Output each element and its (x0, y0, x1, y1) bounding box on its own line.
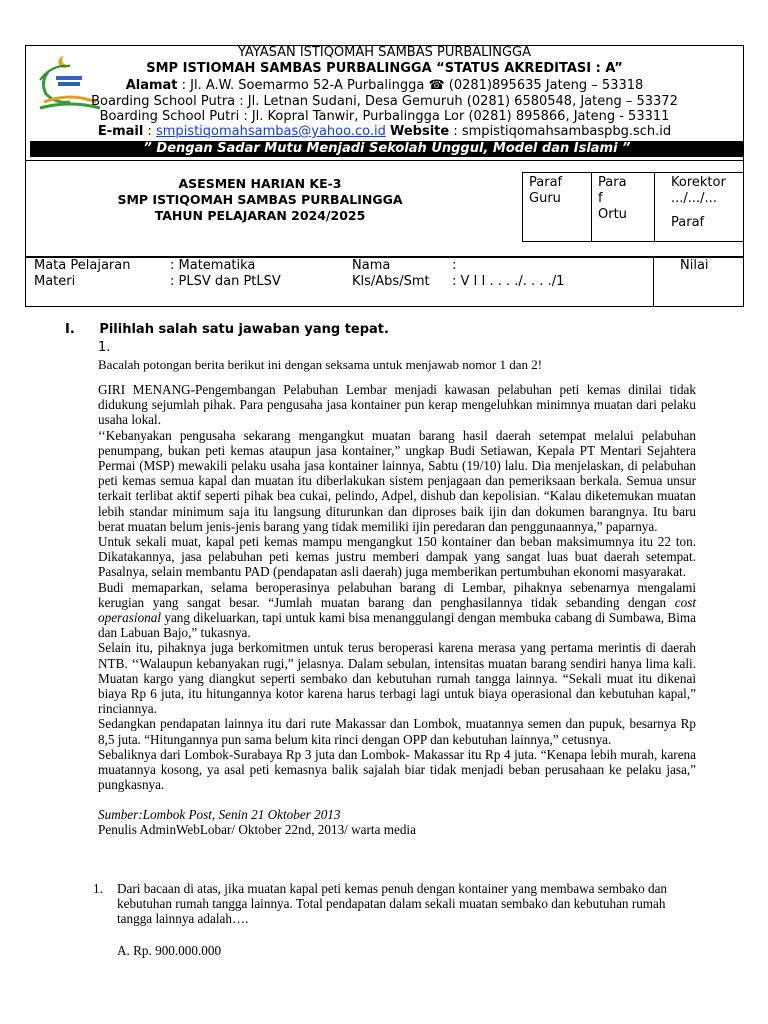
foundation-name: YAYASAN ISTIQOMAH SAMBAS PURBALINGGA (237, 45, 532, 60)
article-paragraph: Sebaliknya dari Lombok-Surabaya Rp 3 juta dan Lombok- Makassar itu Rp 4 juta. “Kenapa lebih murah, karena muatannya kosong, ya asal peti kemasnya balik sajalah biar tidak menjadi beban perusahaan ke pelaku jasa,” pungkasnya. (98, 746, 696, 793)
question-text: Dari bacaan di atas, jika muatan kapal peti kemas penuh dengan kontainer yang membawa sembako dan kebutuhan rumah tangga lainnya. Total pendapatan dalam sekali muatan sembako dan kebutuhan rumah tangga lainnya adalah…. (117, 881, 668, 927)
address-label: Alamat (125, 78, 178, 93)
school-motto: ” Dengan Sadar Mutu Menjadi Sekolah Unggul, Model dan Islami ” (30, 141, 744, 157)
website-text: smpistiqomahsambaspbg.sch.id (461, 124, 672, 139)
paraf-ortu-label2: f (598, 191, 603, 206)
website-label: Website (389, 124, 450, 139)
materi-value: : PLSV dan PtLSV (170, 274, 281, 289)
korektor-paraf-label: Paraf (671, 215, 705, 230)
guru-label: Guru (529, 191, 561, 206)
nilai-label: Nilai (680, 258, 709, 273)
option-a[interactable]: A. Rp. 900.000.000 (117, 943, 222, 958)
school-status: SMP ISTIOMAH SAMBAS PURBALINGGA “STATUS AKREDITASI : A” (146, 61, 623, 76)
paraf-guru-cell[interactable] (523, 173, 592, 242)
section-heading (65, 322, 389, 338)
exam-title-line3: TAHUN PELAJARAN 2024/2025 (154, 208, 366, 223)
email-link[interactable]: smpistiqomahsambas@yahoo.co.id (156, 124, 386, 139)
article-paragraph: Sedangkan pendapatan lainnya itu dari rute Makassar dan Lombok, muatannya semen dan pupuk, besarnya Rp 8,5 juta. “Hitungannya pun sama belum kita rinci dengan OPP dan kebutuhan lainnya,” cetusnya. (98, 716, 696, 747)
materi-label: Materi (34, 274, 76, 289)
paraf-guru-label: Paraf (529, 175, 563, 190)
boarding-putri-line: Boarding School Putri : Jl. Kopral Tanwir, Purbalingga Lor (0281) 895866, Jateng - 53311 (99, 109, 670, 124)
exam-title (60, 176, 460, 224)
mapel-label: Mata Pelajaran (34, 258, 131, 273)
source-line: Sumber:Lombok Post, Senin 21 Oktober 2013 (98, 807, 341, 822)
intro-number: 1. (98, 340, 111, 355)
question-number: 1. (93, 881, 103, 896)
article-source (98, 807, 416, 837)
exam-title-line1: ASESMEN HARIAN KE-3 (178, 176, 342, 191)
article-text: Budi memaparkan, selama beroperasinya pelabuhan barang di Lembar, pihaknya sebenarnya mengalami kerugian yang sangat besar. “Jumlah muatan barang dan penghasilannya tidak sebanding dengan (98, 579, 696, 610)
article-paragraph: Untuk sekali muat, kapal peti kemas mampu mengangkut 150 kontainer dan beban maksimumnya itu 22 ton. Dikatakannya, jasa pelabuhan peti kemas justru memberi dampak yang sangat luas buat daerah setempat. Pasalnya, selain membantu PAD (pendapatan asli daerah) juga memberikan pertumbuhan ekonomi masyarakat. (98, 534, 696, 580)
address-line (25, 78, 744, 94)
ortu-label: Ortu (598, 207, 627, 222)
korektor-date: .../.../... (671, 191, 717, 206)
exam-title-line2: SMP ISTIQOMAH SAMBAS PURBALINGGA (117, 192, 403, 207)
article-paragraph (98, 580, 696, 641)
address-text: : Jl. A.W. Soemarmo 52-A Purbalingga ☎ (0281)895635 Jateng – 53318 (177, 78, 644, 93)
article-paragraph: GIRI MENANG-Pengembangan Pelabuhan Lembar menjadi kawasan pelabuhan peti kemas dinilai tidak didukung sejumlah pihak. Para pengusaha jasa kontainer pun kerap mengeluhkan minimnya muatan dari pelaku usaha lokal. (98, 382, 696, 428)
paraf-ortu-label1: Para (598, 175, 627, 190)
paraf-ortu-cell[interactable] (592, 173, 655, 242)
korektor-label: Korektor (671, 175, 726, 190)
boarding-putra-line: Boarding School Putra : Jl. Letnan Sudani, Desa Gemuruh (0281) 6580548, Jateng – 53372 (91, 94, 678, 109)
section-number: I. (65, 322, 75, 337)
divider (25, 160, 744, 161)
kls-label: Kls/Abs/Smt (352, 274, 430, 289)
section-title: Pilihlah salah satu jawaban yang tepat. (99, 322, 389, 337)
instruction-text: Bacalah potongan berita berikut ini dengan seksama untuk menjawab nomor 1 dan 2! (98, 357, 543, 372)
question-1 (93, 881, 697, 927)
article-text: yang dikeluarkan, tapi untuk kami bisa menanggulangi dengan membuka cabang di Sumbawa, Bima dan Labuan Bajo,” tukasnya. (98, 610, 696, 641)
mapel-value: : Matematika (170, 258, 256, 273)
nama-field[interactable]: : (452, 258, 457, 273)
contact-line: E-mail : smpistiqomahsambas@yahoo.co.id Website : smpistiqomahsambaspbg.sch.id (97, 124, 672, 139)
article-paragraph: Selain itu, pihaknya juga berkomitmen untuk terus beroperasi karena merasa yang pertama merintis di daerah NTB. ‘‘Walaupun kebanyakan rugi,” jelasnya. Dalam sebulan, intensitas muatan barang sendiri hanya lima kali. Muatan kargo yang diangkut seperti sembako dan kebutuhan rumah tangga lainnya. “Sekali muat itu dikenai biaya Rp 6 juta, itu hitungannya kotor karena harus terbagi lagi untuk biaya operasional dan kebutuhan kapal,” rinciannya. (98, 640, 696, 717)
article-italic-term: cost operasional (98, 594, 696, 626)
nama-label: Nama (352, 258, 391, 273)
article-paragraph: ‘‘Kebanyakan pengusaha sekarang mengangkut muatan barang hasil daerah setempat melalui pelabuhan penumpang, bukan peti kemas ataupun jasa kontainer,” ungkap Budi Setiawan, Kepala PT Mentari Sejahtera Permai (MSP) mewakili pelaku usaha jasa kontainer lainnya, Sabtu (19/10) lalu. Dia menjelaskan, di pelabuhan peti kemas semua kapal dan muatan itu diberlakukan sistem penjagaan dan pemeriksaan berkala. Semua unsur terkait terlibat aktif seperti pihak bea cukai, pelindo, Adpel, dishub dan kepolisian. “Kalau diketemukan muatan lebih standar minimum saja itu langsung diturunkan dan diproses baik ijin dan dokumen barangnya. Itu baru berat muatan belum jenis-jenis barang yang tidak memiliki ijin peredaran dan penggunaannya,” paparnya. (98, 427, 696, 534)
email-label: E-mail (97, 124, 144, 139)
kls-field[interactable]: : V I I . . . ./. . . ./1 (452, 274, 565, 289)
author-line: Penulis AdminWebLobar/ Oktober 22nd, 2013/ warta media (98, 822, 416, 838)
signature-table (522, 172, 744, 242)
korektor-cell[interactable] (655, 173, 745, 242)
news-article (98, 382, 696, 792)
